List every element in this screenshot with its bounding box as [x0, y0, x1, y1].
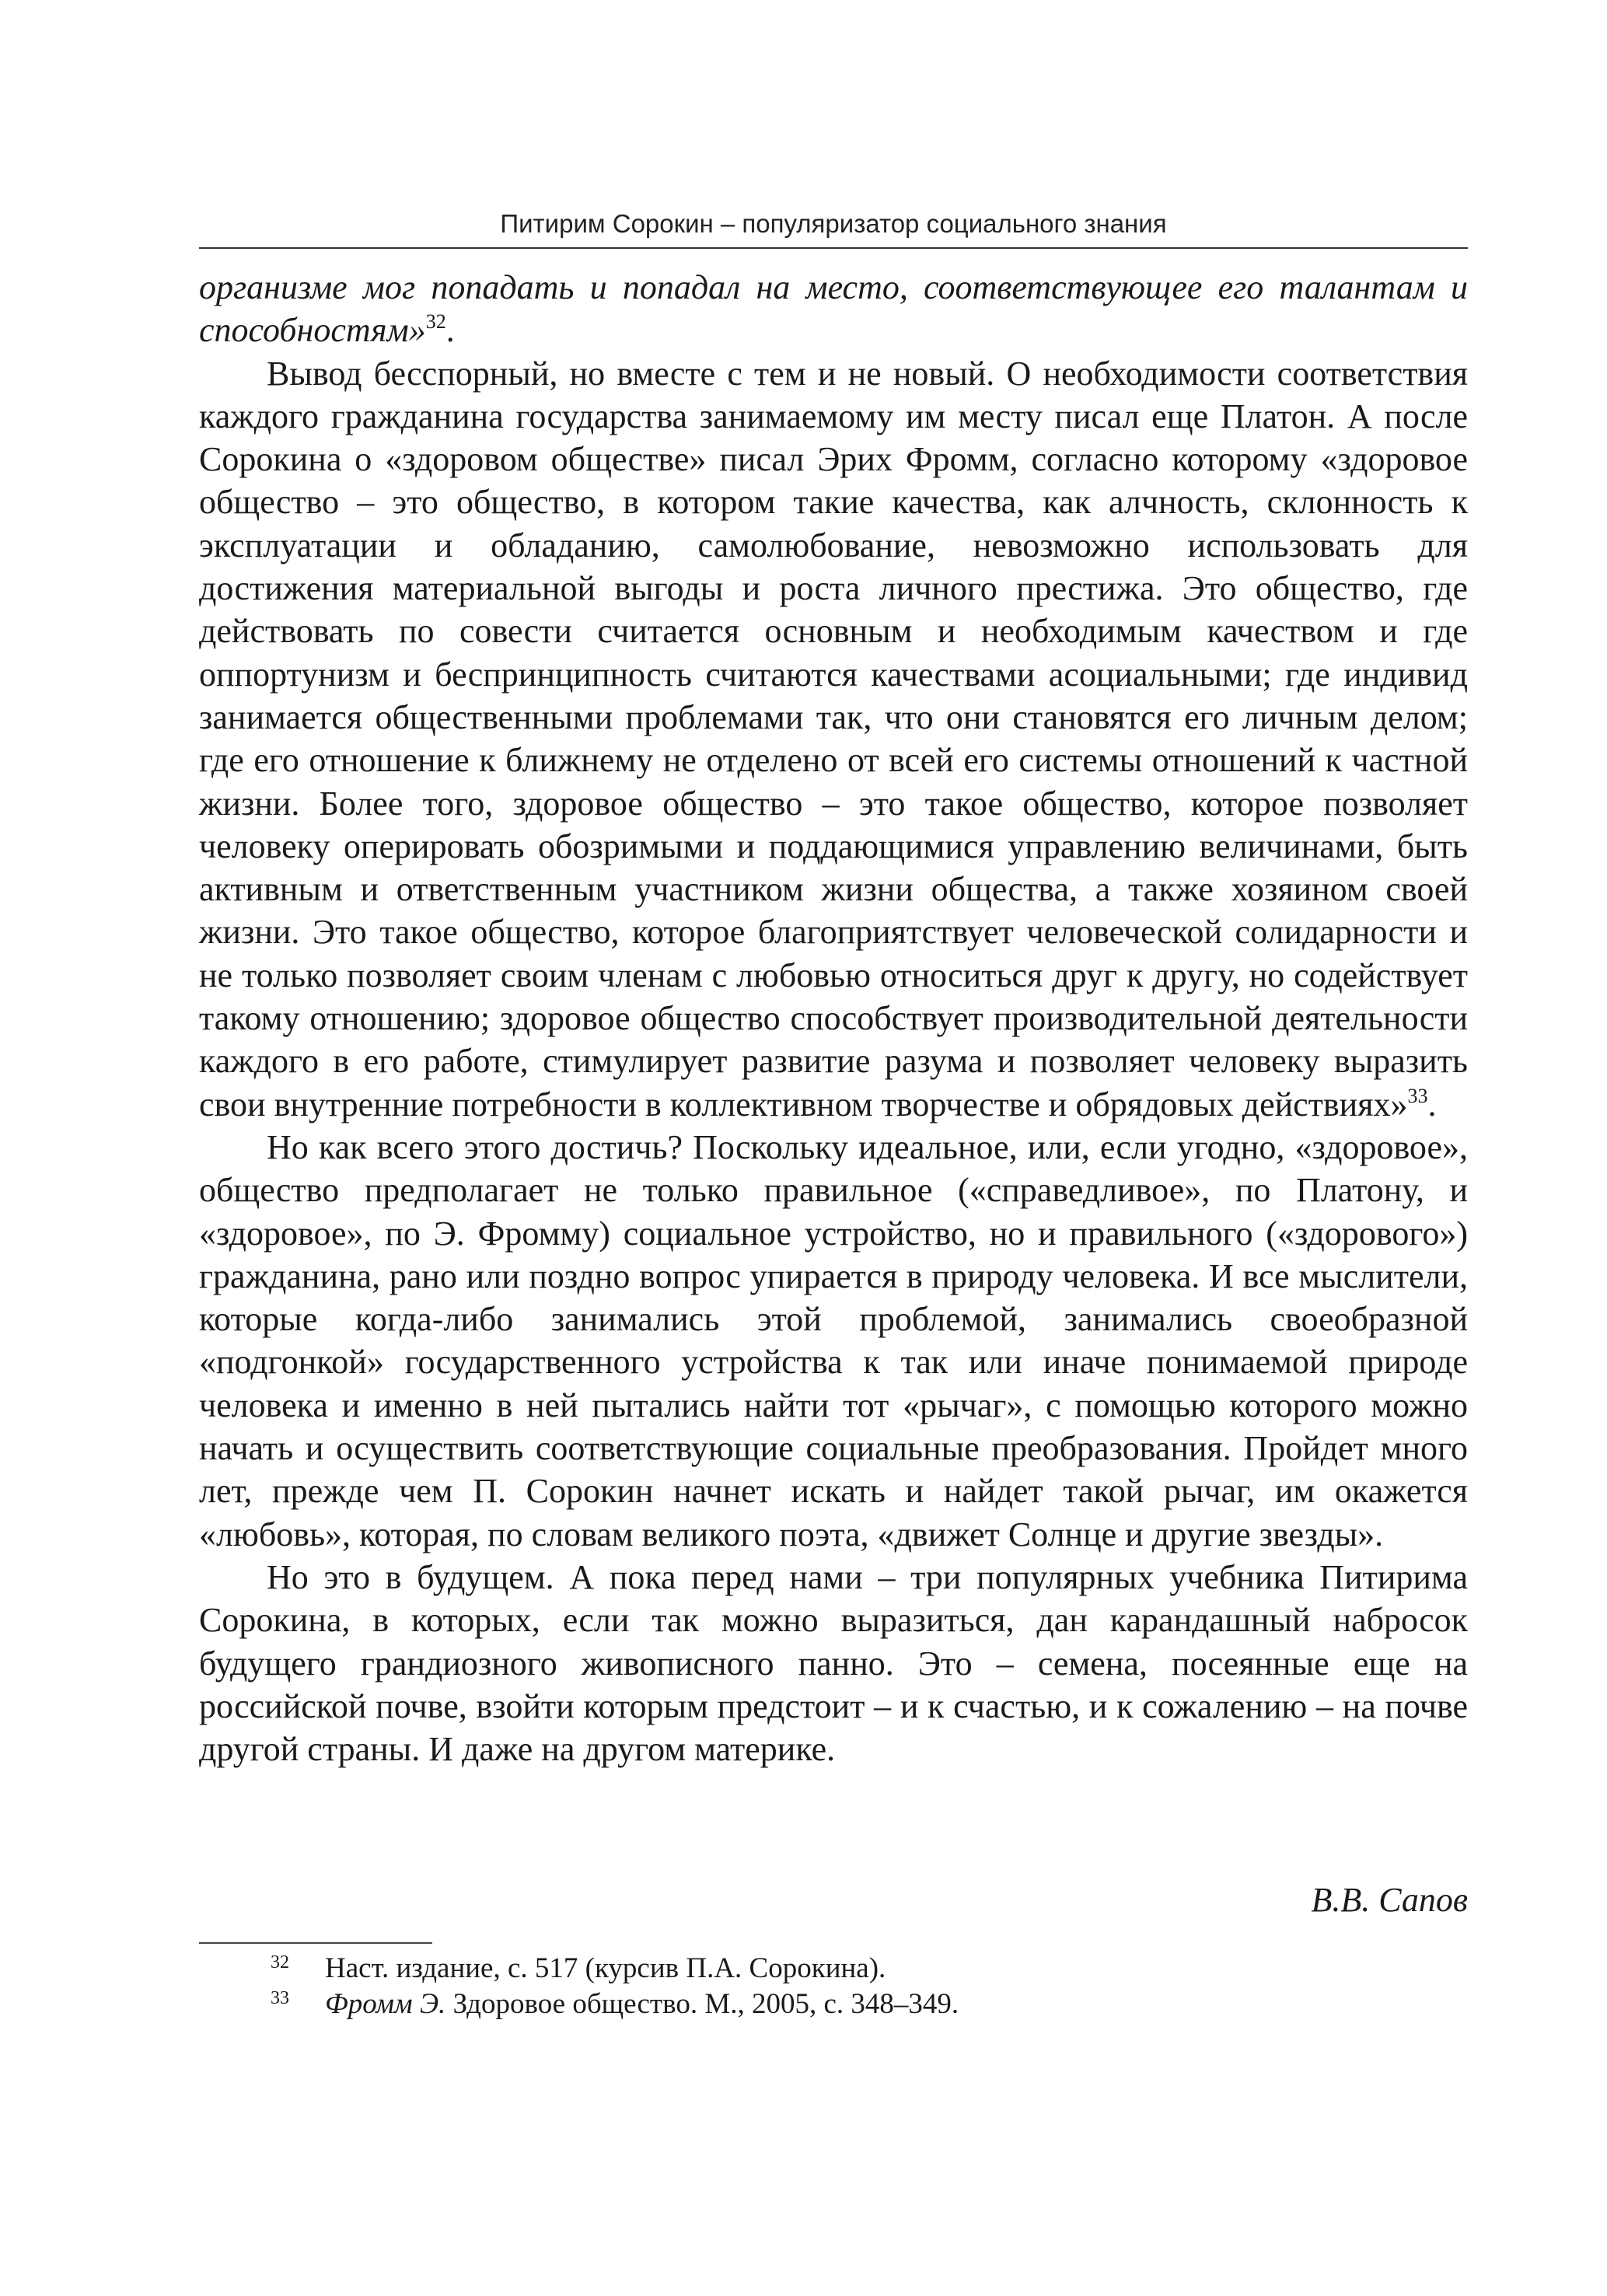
paragraph-continuation: [199, 266, 1468, 352]
paragraph-tail: .: [445, 311, 455, 350]
paragraph-fromm: [199, 352, 1468, 1126]
footnote-text: Наст. издание, с. 517 (курсив П.А. Сорокина).: [325, 1952, 886, 1984]
footnote-32: [199, 1951, 1468, 1987]
footnote-rule: [199, 1942, 432, 1944]
main-text: [199, 266, 1468, 1770]
paragraph-future: Но это в будущем. А пока перед нами – три популярных учебника Питирима Сорокина, в которых, если так можно выразиться, дан карандашный набросок будущего грандиозного живописного панно. Это – семена, посеянные еще на российской почве, взойти которым предстоит – и к счастью, и к сожалению – на почве другой страны. И даже на другом материке.: [199, 1557, 1468, 1769]
footnotes: [199, 1951, 1468, 2022]
header-rule: [199, 247, 1468, 249]
quote-italic: организме мог попадать и попадал на место, соответствующее его талантам и способностям»: [199, 268, 1468, 350]
footnote-number: 33: [271, 1988, 289, 2008]
footnote-ref-32[interactable]: 32: [425, 310, 446, 334]
author-signature: В.В. Сапов: [1311, 1881, 1468, 1919]
paragraph-text: Вывод бесспорный, но вместе с тем и не новый. О необходимости соответствия каждого гражданина государства занимаемому им месту писал еще Платон. А после Сорокина о «здоровом обществе» писал Эрих Фромм, согласно которому «здоровое общество – это общество, в котором такие качества, как алчность, склонность к эксплуатации и обладанию, самолюбование, невозможно использовать для достижения материальной выгоды и роста личного престижа. Это общество, где действовать по совести считается основным и необходимым качеством и где оппортунизм и беспринципность считаются качествами асоциальными; где индивид занимается общественными проблемами так, что они становятся его личным делом; где его отношение к ближнему не отделено от всей его системы отношений к частной жизни. Более того, здоровое общество – это такое общество, которое позволяет человеку оперировать обозримыми и поддающимися управлению величинами, быть активным и ответственным участником жизни общества, а также хозяином своей жизни. Это такое общество, которое благоприятствует человеческой солидарности и не только позволяет своим членам с любовью относиться друг к другу, но содействует такому отношению; здоровое общество способствует производительной деятельности каждого в его работе, стимулирует развитие разума и позволяет человеку выразить свои внутренние потребности в коллективном творчестве и обрядовых действиях»: [199, 354, 1468, 1124]
running-head: Питирим Сорокин – популяризатор социального знания: [500, 209, 1167, 238]
paragraph-human-nature: Но как всего этого достичь? Поскольку идеальное, или, если угодно, «здоровое», общество предполагает не только правильное («справедливое», по Платону, и «здоровое», по Э. Фромму) социальное устройство, но и правильного («здорового») гражданина, рано или поздно вопрос упирается в природу человека. И все мыслители, которые когда-либо занимались этой проблемой, занимались своеобразной «подгонкой» государственного устройства к так или иначе понимаемой природе человека и именно в ней пытались найти тот «рычаг», с помощью которого можно начать и осуществить соответствующие социальные преобразования. Пройдет много лет, прежде чем П. Сорокин начнет искать и найдет такой рычаг, им окажется «любовь», которая, по словам великого поэта, «движет Солнце и другие звезды».: [199, 1127, 1468, 1553]
footnote-33: [199, 1987, 1468, 2022]
footnote-number: 32: [271, 1952, 289, 1973]
footnote-author: Фромм Э.: [325, 1988, 446, 2020]
footnote-text: Здоровое общество. М., 2005, с. 348–349.: [445, 1988, 959, 2020]
paragraph-tail: .: [1427, 1085, 1437, 1124]
footnote-ref-33[interactable]: 33: [1407, 1084, 1428, 1107]
